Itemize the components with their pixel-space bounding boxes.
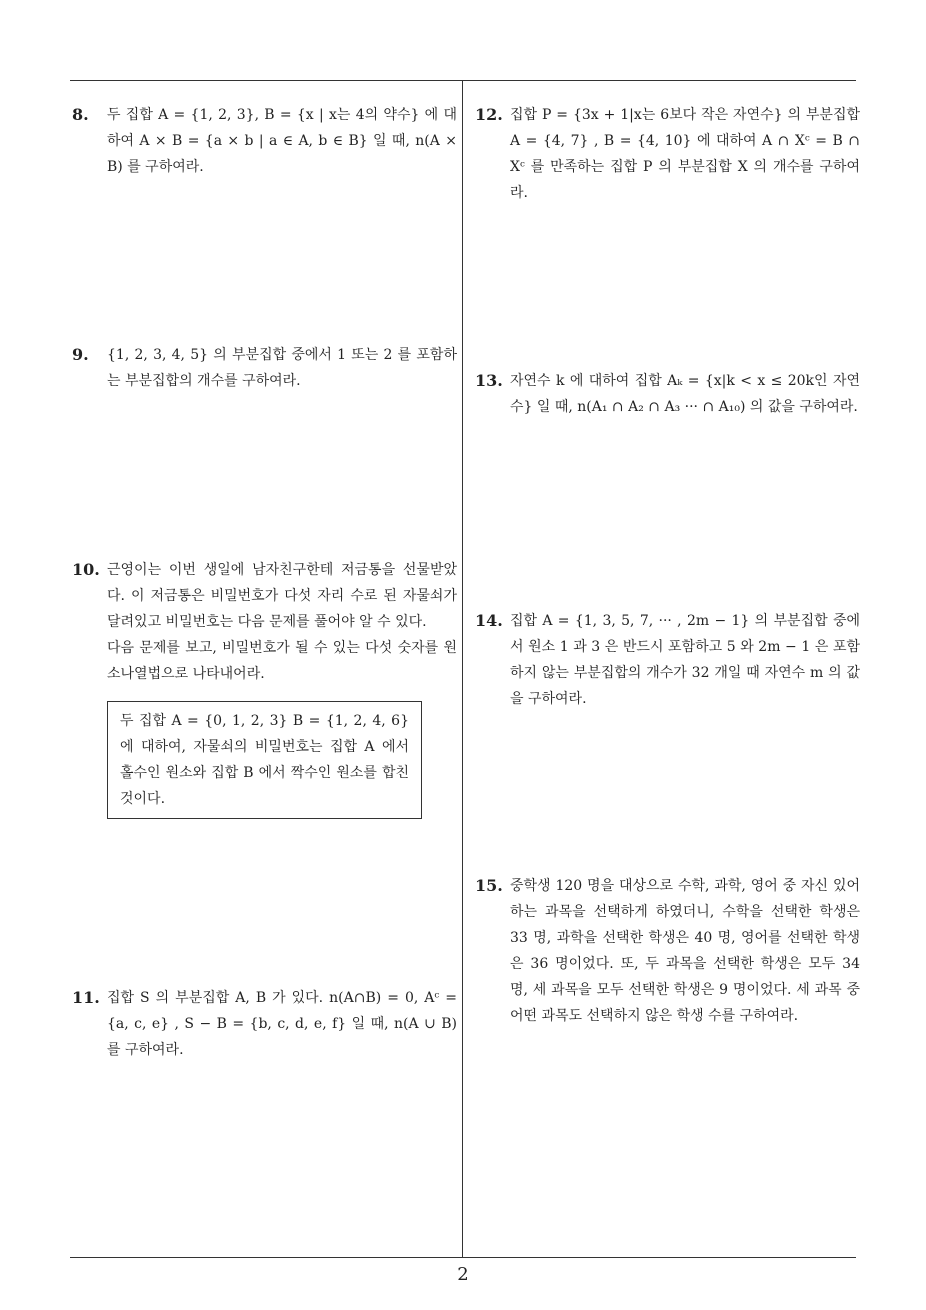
- problem-8: [72, 102, 457, 180]
- problem-14: [475, 608, 860, 712]
- problem-11: [72, 985, 457, 1063]
- problem-text: 근영이는 이번 생일에 남자친구한테 저금통을 선물받았다. 이 저금통은 비밀번호가 다섯 자리 수로 된 자물쇠가 달려있고 비밀번호는 다음 문제를 풀어야 알 수 있다.: [107, 562, 457, 630]
- problem-13: [475, 368, 860, 420]
- problem-instruction: 다음 문제를 보고, 비밀번호가 될 수 있는 다섯 숫자를 원소나열법으로 나타내어라.: [107, 640, 457, 682]
- problem-15: [475, 873, 860, 1029]
- bottom-rule: [70, 1257, 856, 1258]
- problem-number: 14.: [475, 611, 503, 630]
- problem-text: 집합 S 의 부분집합 A, B 가 있다. n(A∩B) = 0, Aᶜ = {a, c, e} , S − B = {b, c, d, e, f} 일 때, n(A ∪ B) 를 구하여라.: [107, 990, 457, 1058]
- problem-number: 15.: [475, 876, 503, 895]
- problem-number: 11.: [72, 988, 100, 1007]
- problem-number: 13.: [475, 371, 503, 390]
- problem-number: 9.: [72, 345, 89, 364]
- top-rule: [70, 80, 856, 81]
- column-divider: [462, 80, 463, 1257]
- problem-number: 12.: [475, 105, 503, 124]
- problem-10: [72, 557, 457, 819]
- condition-box: 두 집합 A = {0, 1, 2, 3} B = {1, 2, 4, 6} 에 대하여, 자물쇠의 비밀번호는 집합 A 에서 홀수인 원소와 집합 B 에서 짝수인 원소를 합친 것이다.: [107, 701, 422, 819]
- problem-text: 집합 A = {1, 3, 5, 7, ··· , 2m − 1} 의 부분집합 중에서 원소 1 과 3 은 반드시 포함하고 5 와 2m − 1 은 포함하지 않는 부분집합의 개수가 32 개일 때 자연수 m 의 값을 구하여라.: [510, 613, 860, 707]
- problem-text: 중학생 120 명을 대상으로 수학, 과학, 영어 중 자신 있어 하는 과목을 선택하게 하였더니, 수학을 선택한 학생은 33 명, 과학을 선택한 학생은 40 명, 영어를 선택한 학생은 36 명이었다. 또, 두 과목을 선택한 학생은 모두 34 명, 세 과목을 모두 선택한 학생은 9 명이었다. 세 과목 중 어떤 과목도 선택하지 않은 학생 수를 구하여라.: [510, 878, 860, 1024]
- problem-text: 자연수 k 에 대하여 집합 Aₖ = {x|k < x ≤ 20k인 자연수} 일 때, n(A₁ ∩ A₂ ∩ A₃ ··· ∩ A₁₀) 의 값을 구하여라.: [510, 373, 860, 415]
- problem-text: 두 집합 A = {1, 2, 3}, B = {x | x는 4의 약수} 에 대하여 A × B = {a × b | a ∈ A, b ∈ B} 일 때, n(A × B) 를 구하여라.: [107, 107, 457, 175]
- problem-12: [475, 102, 860, 206]
- problem-number: 8.: [72, 105, 89, 124]
- problem-9: [72, 342, 457, 394]
- problem-text: {1, 2, 3, 4, 5} 의 부분집합 중에서 1 또는 2 를 포함하는 부분집합의 개수를 구하여라.: [107, 347, 457, 389]
- problem-number: 10.: [72, 560, 100, 579]
- problem-text: 집합 P = {3x + 1|x는 6보다 작은 자연수} 의 부분집합 A = {4, 7} , B = {4, 10} 에 대하여 A ∩ Xᶜ = B ∩ Xᶜ 를 만족하는 집합 P 의 부분집합 X 의 개수를 구하여라.: [510, 107, 860, 201]
- page-number: 2: [457, 1264, 469, 1285]
